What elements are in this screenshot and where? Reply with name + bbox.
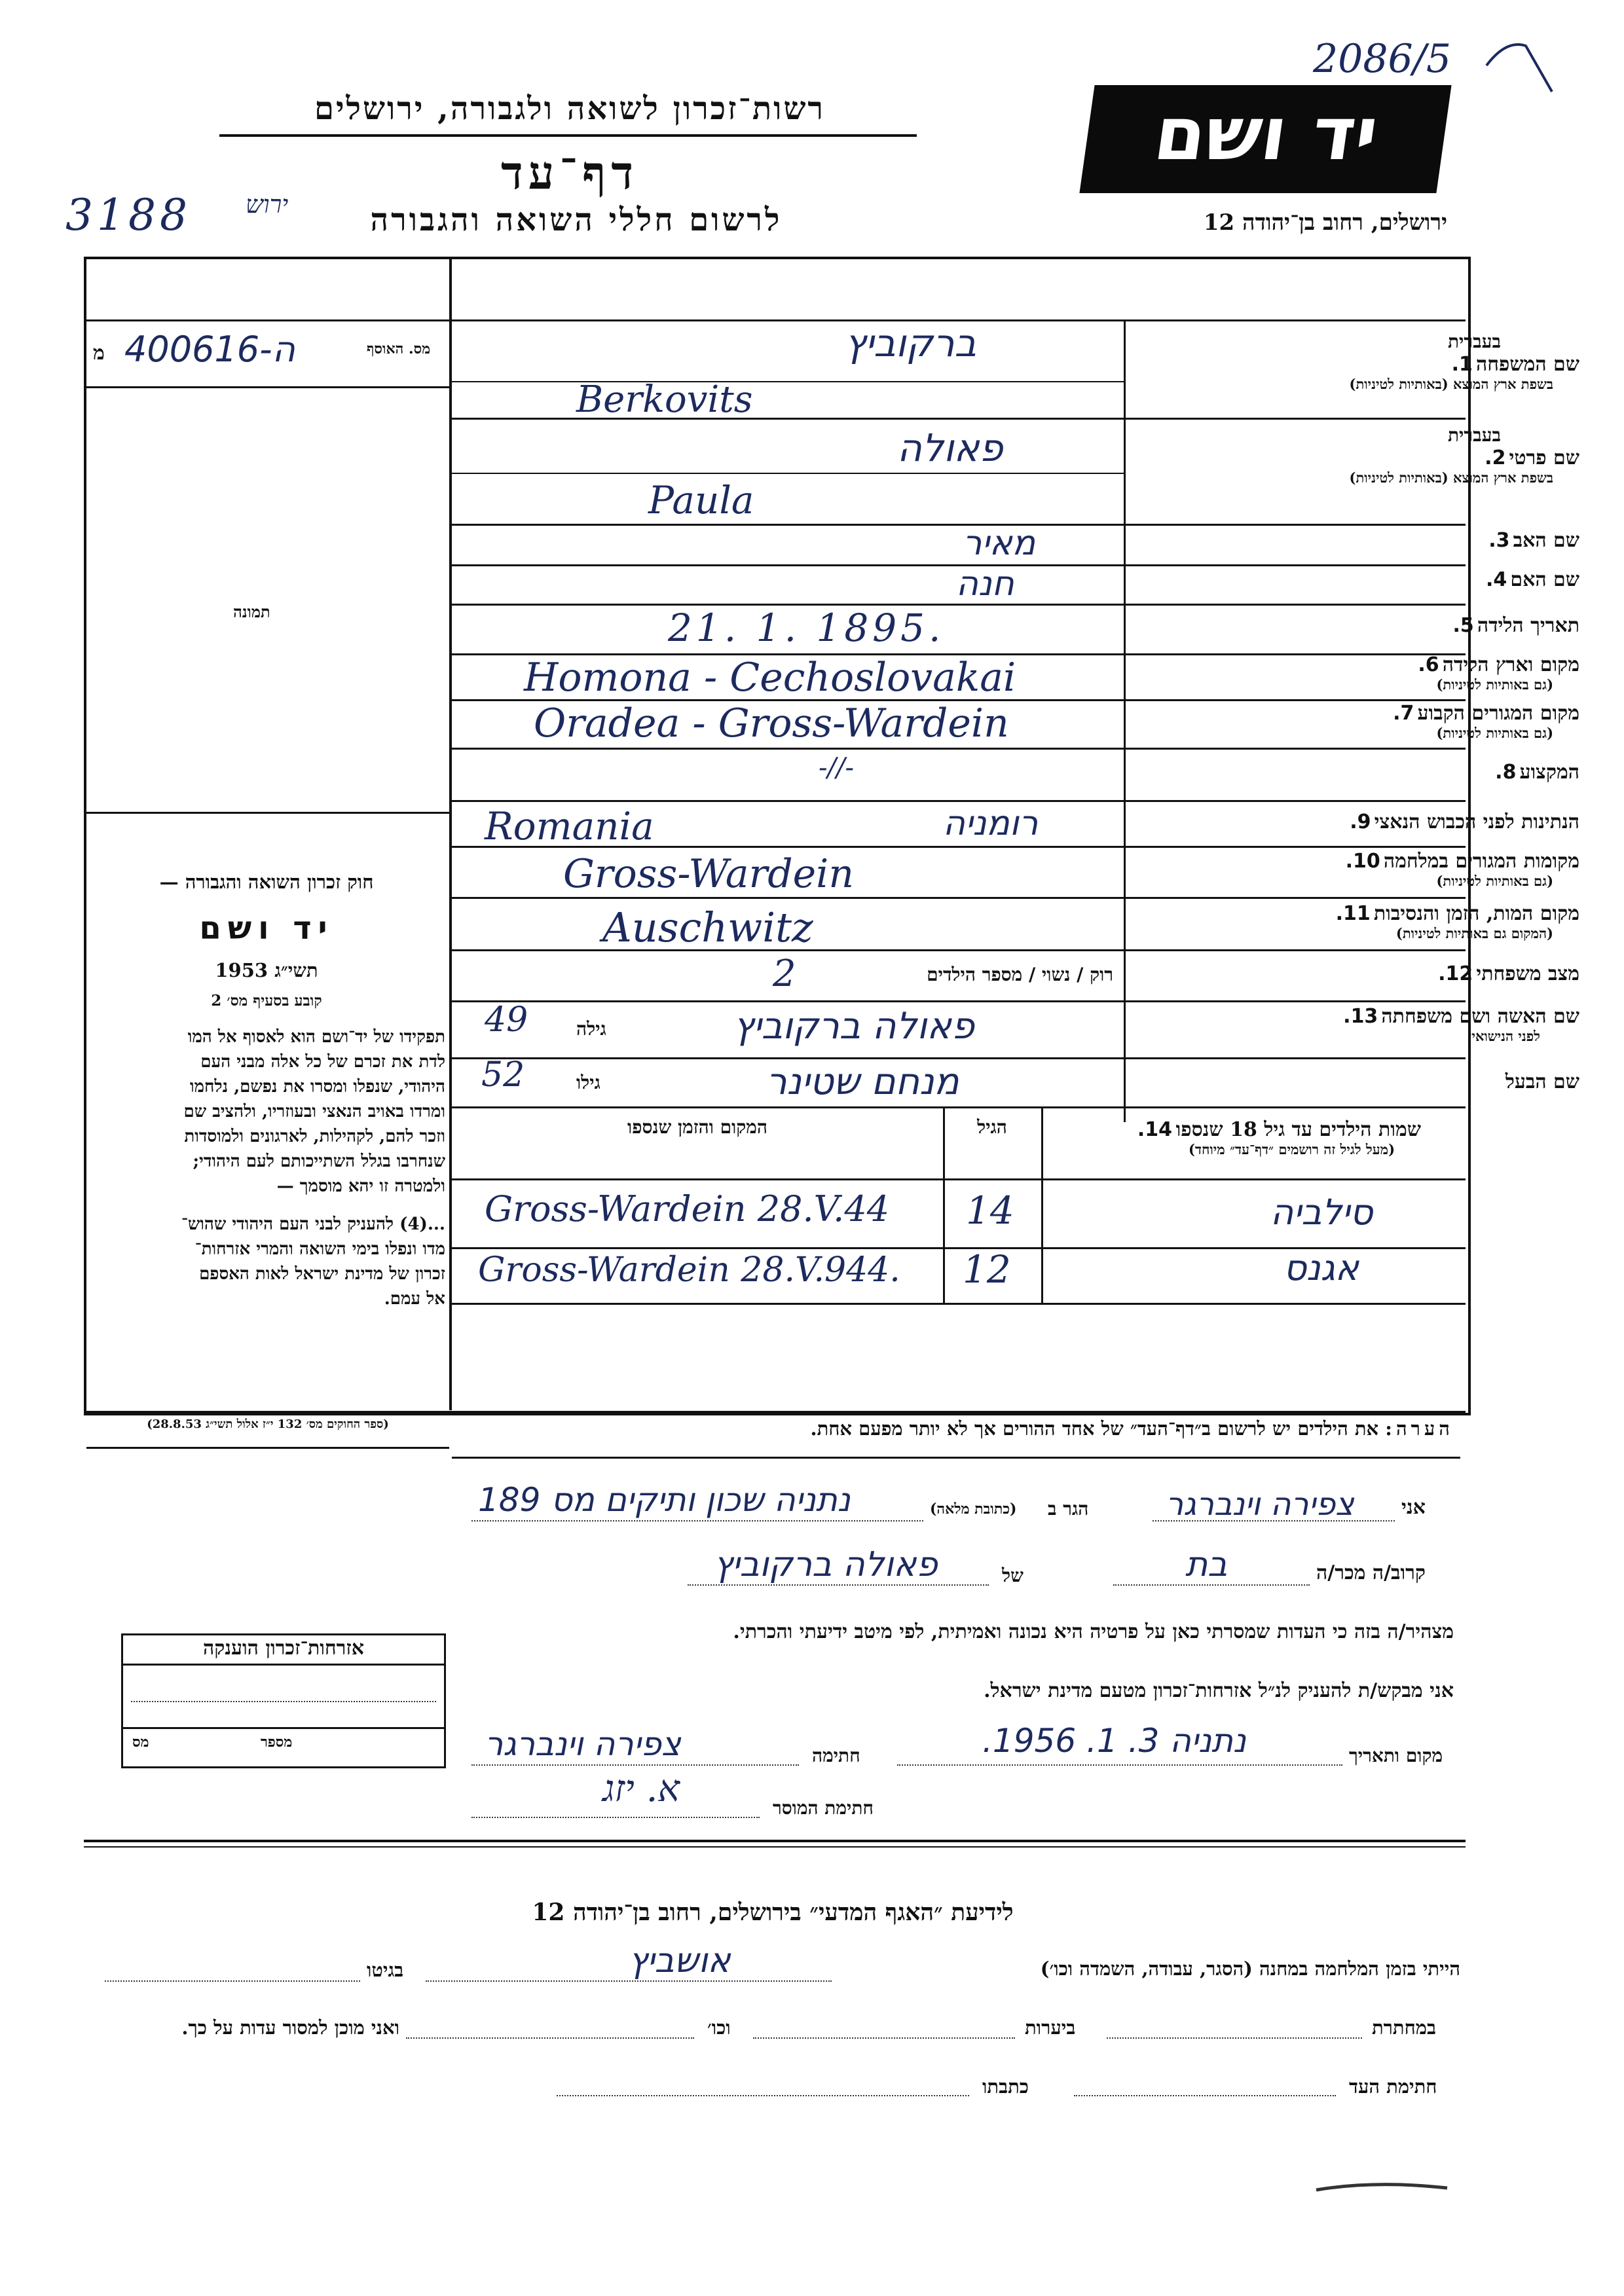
receiver-sig-value[interactable]: א. יזג xyxy=(602,1768,680,1810)
file-number-label: מס. האוסף xyxy=(367,340,431,357)
field-11-value[interactable]: Auschwitz xyxy=(602,903,813,951)
field-12-children-count[interactable]: 2 xyxy=(773,953,796,995)
citizenship-box-num-prefix: מס xyxy=(132,1734,149,1751)
photo-placeholder-label: תמונה xyxy=(233,602,270,621)
law-clause: קובע בסעיף מס׳ 2 xyxy=(211,992,322,1010)
note-line xyxy=(458,1417,1454,1440)
field-1-hebrew-value[interactable]: ברקוביץ xyxy=(845,321,977,365)
field-10-value[interactable]: Gross-Wardein xyxy=(563,851,854,897)
footer-title: לידיעת ״האגף המדעי״ בירושלים, רחוב בן־יהודה 12 xyxy=(532,1899,1014,1926)
husband-age-label: גילו xyxy=(576,1072,600,1093)
footer-line-2-start: במחתרת xyxy=(1372,2016,1436,2039)
field-4-value[interactable]: חנה xyxy=(956,564,1014,604)
law-text: תפקידו של יד־ושם הוא לאסוף אל המו לדת את זכרם של כל אלה מבני העם היהודי, שנפלו ומסרו את נפשם, נלחמו ומרדו באויב הנאצי ובעוזריו, ולהציב שם וזכר להם, לקהילות, לארגונים ולמוסדות שנחרבו בגלל השתייכותם לעם היהודי; ולמטרה זו יהא מוסמך — ...(4) להעניק לבני העם היהודי שהוש־ מדו ונפלו בימי השואה והמרי אזרחות־ זכרון של מדינת ישראל לאות האספם אל עמם. xyxy=(181,1027,445,1309)
footer-line-2-end: ואני מוכן למסור עדות על כך. xyxy=(181,2016,399,2039)
note-label: הערה: xyxy=(1385,1417,1454,1440)
child-2-place[interactable]: Gross-Wardein 28.V.944. xyxy=(478,1250,900,1290)
relation-value[interactable]: בת xyxy=(1185,1545,1228,1584)
field-2-label: בעברית שם פרטי 2. בשפת ארץ המוצא (באותיות לטיניות) xyxy=(1349,424,1579,486)
footer-line-2-mid1: ביערות xyxy=(1025,2016,1076,2039)
citizenship-box-title: אזרחות־זכרון הוענקה xyxy=(123,1637,444,1666)
signature-value[interactable]: צפירה וינברגר xyxy=(485,1725,681,1763)
husband-age[interactable]: 52 xyxy=(481,1055,525,1095)
field-12-printed-options: רוק / נשוי / מספר הילדים xyxy=(927,964,1113,985)
declarant-address-label: (כתובת מלאה) xyxy=(930,1501,1017,1518)
footer-line-3-start: חתימת העד xyxy=(1349,2075,1437,2098)
authority-name: רשות־זכרון לשואה ולגבורה, ירושלים xyxy=(314,90,826,127)
child-2-name[interactable]: אגנס xyxy=(1283,1247,1359,1288)
husband-label: שם הבעל xyxy=(1505,1070,1579,1093)
declarant-gar-label: הגר ב xyxy=(1048,1498,1089,1520)
field-13-label: שם האשה ושם משפחתה 13. לפני הנישואין xyxy=(1343,1005,1579,1044)
field-3-label: שם האב 3. xyxy=(1488,529,1579,552)
field-2-hebrew-value[interactable]: פאולה xyxy=(897,426,1003,470)
declarant-address[interactable]: נתניה שכון ותיקים מס 189 xyxy=(478,1481,851,1519)
field-6-value[interactable]: Homona - Cechoslovakai xyxy=(524,655,1016,701)
field-9-latin-value[interactable]: Romania xyxy=(485,804,654,848)
of-label: של xyxy=(1002,1565,1024,1586)
yad-vashem-logo xyxy=(1079,85,1451,193)
note-text: את הילדים יש לרשום ב״דף־העד״ של אחד ההורים אך לא יותר מפעם אחת. xyxy=(810,1417,1379,1440)
footer-line-2-mid2: וכו׳ xyxy=(707,2016,731,2039)
citizenship-box-num-label: מספר xyxy=(261,1734,293,1751)
law-name: יד ושם xyxy=(199,910,334,947)
bottom-pen-stroke xyxy=(1310,2174,1454,2200)
receiver-sig-label: חתימת המוסר xyxy=(773,1797,874,1819)
of-name[interactable]: פאולה ברקוביץ xyxy=(714,1545,938,1584)
child-1-name[interactable]: סילביה xyxy=(1270,1192,1373,1233)
field-6-label: מקום וארץ הלידה 6. (גם באותיות לטיניות) xyxy=(1418,653,1579,693)
address: ירושלים, רחוב בן־יהודה 12 xyxy=(1203,210,1447,236)
archive-stamp-number: 2086/5 xyxy=(1313,36,1452,82)
field-9-hebrew-value[interactable]: רומניה xyxy=(943,804,1039,843)
signature-label: חתימה xyxy=(812,1745,860,1766)
citizenship-box xyxy=(121,1633,446,1768)
field-7-label: מקום המגורים הקבוע 7. (גם באותיות לטיניות) xyxy=(1393,702,1579,741)
request-text: אני מבקש/ת להעניק לנ״ל אזרחות־זכרון מטעם מדינת ישראל. xyxy=(984,1679,1454,1702)
footer-line-1-value[interactable]: אושביץ xyxy=(629,1941,731,1980)
field-2-latin-value[interactable]: Paula xyxy=(648,478,754,522)
declarant-ani: אני xyxy=(1401,1496,1426,1519)
field-11-label: מקום המות, הזמן והנסיבות 11. (המקום גם באותיות לטיניות) xyxy=(1335,902,1579,941)
field-5-label: תאריך הלידה 5. xyxy=(1452,614,1579,637)
footer-line-1-end: בגיטו xyxy=(367,1959,404,1981)
law-reference: (ספר החוקים מס׳ 132 י״ז אלול תשי״ג 28.8.53) xyxy=(147,1417,389,1431)
field-10-label: מקומות המגורים במלחמה 10. (גם באותיות לטיניות) xyxy=(1345,850,1579,889)
field-1-latin-value[interactable]: Berkovits xyxy=(576,378,753,421)
law-title: חוק זכרון השואה והגבורה — xyxy=(159,871,374,893)
child-1-age[interactable]: 14 xyxy=(966,1188,1014,1233)
left-number-note: ירוש xyxy=(246,190,289,219)
field-14-label: שמות הילדים עד גיל 18 שנספו 14. (מעל לגיל זה רושמים ״דף־עד״ מיוחד) xyxy=(1137,1118,1421,1157)
field-8-label: המקצוע 8. xyxy=(1495,761,1579,784)
child-2-age[interactable]: 12 xyxy=(963,1247,1011,1292)
form-title: דף־עד xyxy=(500,145,638,200)
husband-name[interactable]: מנחם שטינר xyxy=(766,1061,959,1103)
field-1-label: בעברית שם המשפחה 1. בשפת ארץ המוצא (באותיות לטיניות) xyxy=(1349,331,1579,392)
footer-line-3-end: כתבתו xyxy=(982,2075,1029,2098)
footer-line-1-label: הייתי בזמן המלחמה במחנה (הסגר, עבודה, השמדה וכו׳) xyxy=(1040,1958,1460,1980)
pen-stroke-mark xyxy=(1480,26,1559,98)
field-1-hebrew-tag: בעברית xyxy=(1447,331,1501,352)
field-5-value[interactable]: 21. 1. 1895. xyxy=(668,606,945,650)
law-year: תשי״ג 1953 xyxy=(215,959,318,981)
logo-text: יד ושם xyxy=(1149,92,1384,177)
child-1-place[interactable]: Gross-Wardein 28.V.44 xyxy=(485,1188,890,1230)
field-4-label: שם האם 4. xyxy=(1485,568,1579,591)
relation-label: קרוב/ה מכר/ה xyxy=(1316,1561,1426,1584)
place-date-value[interactable]: נתניה 3. 1. 1956. xyxy=(982,1722,1247,1760)
children-col-age: הגיל xyxy=(977,1116,1007,1138)
declaration-text: מצהיר/ה בזה כי העדות שמסרתי כאן על פרטיה היא נכונה ואמיתית, לפי מיטב ידיעתי והכרתי. xyxy=(733,1620,1454,1643)
file-number-value: ה-400616 xyxy=(124,329,295,370)
file-number-suffix: מ xyxy=(93,342,105,365)
field-13-wife-age[interactable]: 49 xyxy=(485,1000,528,1040)
form-subtitle: לרשום חללי השואה והגבורה xyxy=(370,202,783,238)
field-9-label: הנתינות לפני הכבוש הנאצי 9. xyxy=(1350,811,1579,833)
field-13-wife-name[interactable]: פאולה ברקוביץ xyxy=(733,1005,974,1048)
children-col-place: המקום והזמן שנספו xyxy=(627,1116,767,1138)
left-number: 3188 xyxy=(65,190,191,240)
field-7-value[interactable]: Oradea - Gross-Wardein xyxy=(534,701,1009,746)
field-8-value[interactable]: -//- xyxy=(819,753,854,783)
field-12-label: מצב משפחתי 12. xyxy=(1438,962,1579,985)
field-3-value[interactable]: מאיר xyxy=(963,524,1036,563)
field-13-wife-age-label: גילה xyxy=(576,1018,606,1040)
field-2-hebrew-tag: בעברית xyxy=(1447,424,1501,446)
declarant-name[interactable]: צפירה וינברגר xyxy=(1166,1486,1354,1523)
place-date-label: מקום ותאריך xyxy=(1349,1745,1443,1766)
